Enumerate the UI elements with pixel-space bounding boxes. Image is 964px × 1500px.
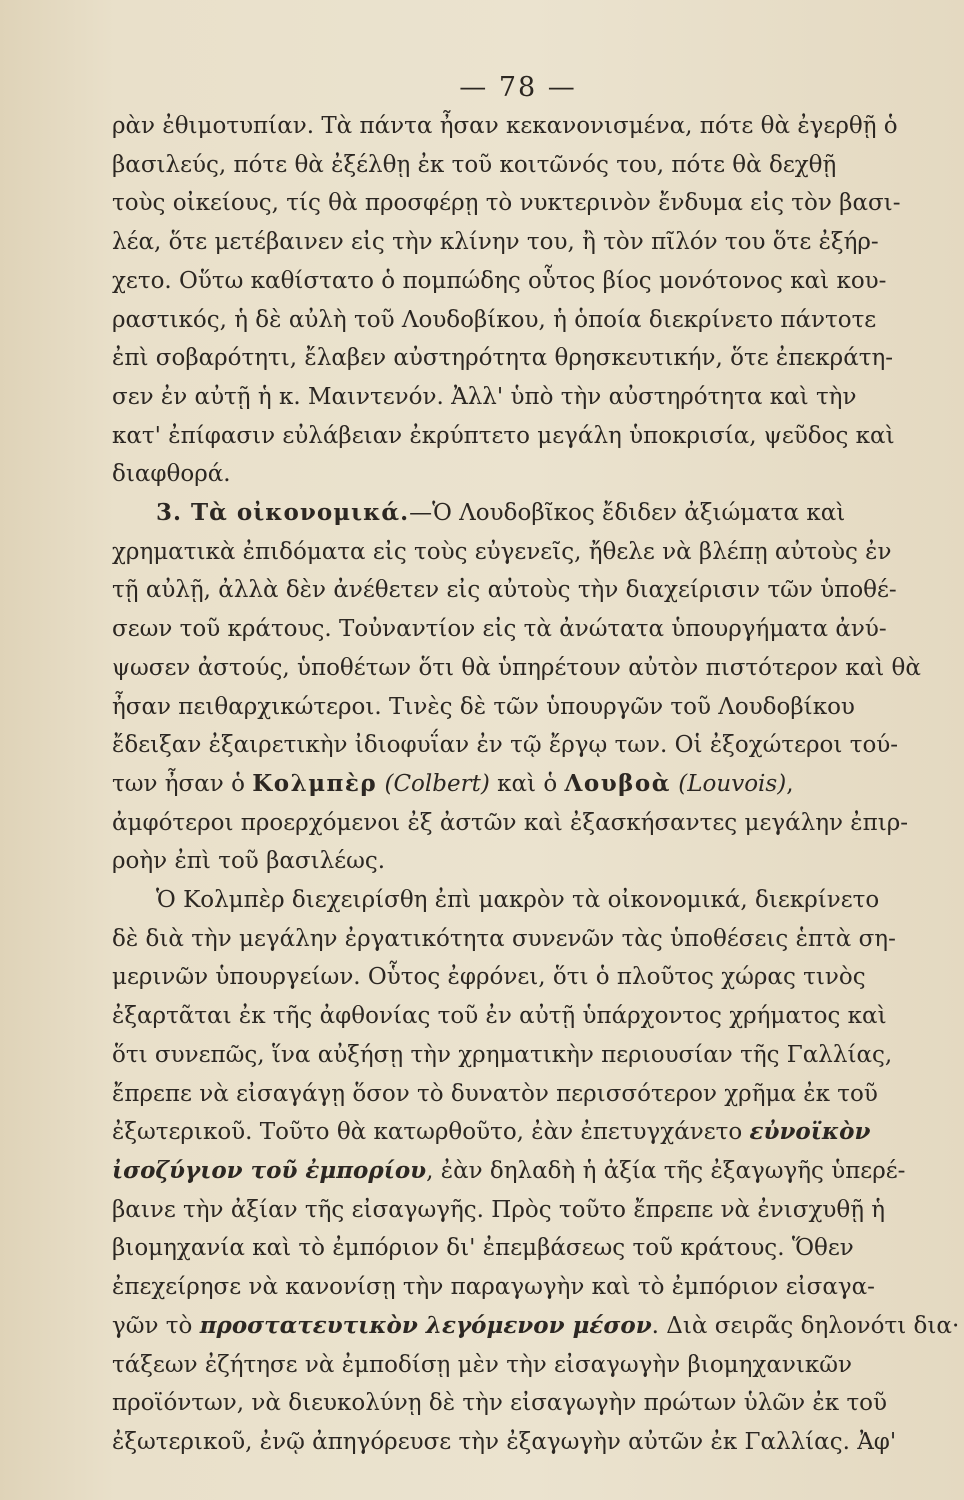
text-line: τῇ αὐλῇ, ἀλλὰ δὲν ἀνέθετεν εἰς αὐτοὺς τὴν διαχείρισιν τῶν ὑποθέ- [112, 577, 897, 604]
names-line [112, 765, 894, 804]
paragraph-court-life [112, 107, 901, 494]
text-line: ραστικός, ἡ δὲ αὐλὴ τοῦ Λουδοβίκου, ἡ ὁποία διεκρίνετο πάντοτε [112, 306, 877, 333]
text-line: ροὴν ἐπὶ τοῦ βασιλέως. [112, 848, 386, 875]
text-line: προϊόντων, νὰ διευκολύνῃ δὲ τὴν εἰσαγωγὴν πρώτων ὑλῶν ἐκ τοῦ [112, 1390, 887, 1417]
text-fragment: , ἐὰν δηλαδὴ ἡ ἀξία τῆς ἐξαγωγῆς ὑπερέ- [426, 1157, 906, 1184]
text-line: βιομηχανία καὶ τὸ ἐμπόριον δι' ἐπεμβάσεως τοῦ κράτους. Ὅθεν [112, 1235, 854, 1262]
emphasis-term: προστατευτικὸν λεγόμενον μέσον [199, 1311, 652, 1339]
text-fragment: . Διὰ σειρᾶς δηλονότι δια· [651, 1312, 960, 1339]
text-line: τάξεων ἐζήτησε νὰ ἐμποδίσῃ μὲν τὴν εἰσαγωγὴν βιομηχανικῶν [112, 1351, 852, 1378]
text-line: ἐπεχείρησε νὰ κανονίσῃ τὴν παραγωγὴν καὶ τὸ ἐμπόριον εἰσαγα- [112, 1274, 875, 1301]
text-line: ἐπὶ σοβαρότητι, ἔλαβεν αὐστηρότητα θρησκευτικήν, ὅτε ἐπεκράτη- [112, 345, 894, 372]
text-fragment: καὶ ὁ [489, 770, 565, 797]
text-line: δὲ διὰ τὴν μεγάλην ἐργατικότητα συνενῶν τὰς ὑποθέσεις ἑπτὰ ση- [112, 925, 896, 952]
text-line: βασιλεύς, πότε θὰ ἐξέλθῃ ἐκ τοῦ κοιτῶνός του, πότε θὰ δεχθῇ [112, 151, 837, 178]
mixed-line [112, 1152, 906, 1191]
text-fragment: , [786, 770, 794, 797]
page-number: — 78 — [459, 72, 577, 103]
text-line: ὅτι συνεπῶς, ἵνα αὐξήσῃ τὴν χρηματικὴν περιουσίαν τῆς Γαλλίας, [112, 1041, 893, 1068]
text-fragment: —Ὁ Λουδοβῖκος ἔδιδεν ἀξιώματα καὶ [409, 500, 846, 527]
section-heading-line [112, 494, 894, 533]
emphasis-term: εὐνοϊκὸν [749, 1118, 871, 1146]
text-fragment: ἐξωτερικοῦ. Τοῦτο θὰ κατωρθοῦτο, ἐὰν ἐπετυγχάνετο [112, 1119, 750, 1146]
text-line: κατ' ἐπίφασιν εὐλάβειαν ἐκρύπτετο μεγάλη ὑποκρισία, ψεῦδος καὶ [112, 422, 895, 449]
emphasis-term: ἰσοζύγιον τοῦ ἐμπορίου [112, 1156, 427, 1184]
text-line: ρὰν ἐθιμοτυπίαν. Τὰ πάντα ἦσαν κεκανονισμένα, πότε θὰ ἐγερθῇ ὁ [112, 113, 898, 139]
mixed-line [112, 1307, 960, 1346]
text-line: σεων τοῦ κράτους. Τοὐναντίον εἰς τὰ ἀνώτατα ὑπουργήματα ἀνύ- [112, 616, 887, 643]
latin-louvois: (Louvois) [678, 770, 787, 797]
text-line: ψωσεν ἀστούς, ὑποθέτων ὅτι θὰ ὑπηρέτουν αὐτὸν πιστότερον καὶ θὰ [112, 654, 921, 681]
text-line: ἐξαρτᾶται ἐκ τῆς ἀφθονίας τοῦ ἐν αὐτῇ ὑπάρχοντος χρήματος καὶ [112, 1003, 887, 1030]
text-line: ἦσαν πειθαρχικώτεροι. Τινὲς δὲ τῶν ὑπουργῶν τοῦ Λουδοβίκου [112, 693, 855, 720]
name-colbert: Κολμπὲρ [252, 769, 378, 797]
text-line: ἀμφότεροι προερχόμενοι ἐξ ἀστῶν καὶ ἐξασκήσαντες μεγάλην ἐπιρ- [112, 809, 909, 836]
text-line: ἔδειξαν ἐξαιρετικὴν ἰδιοφυΐαν ἐν τῷ ἔργῳ των. Οἱ ἐξοχώτεροι τού- [112, 732, 899, 759]
text-line: ἐξωτερικοῦ, ἐνῷ ἀπηγόρευσε τὴν ἐξαγωγὴν αὐτῶν ἐκ Γαλλίας. Ἀφ' [112, 1428, 897, 1455]
text-line: βαινε τὴν ἀξίαν τῆς εἰσαγωγῆς. Πρὸς τοῦτο ἔπρεπε νὰ ἐνισχυθῇ ἡ [112, 1196, 886, 1223]
text-fragment: των ἦσαν ὁ [112, 770, 253, 797]
paragraph-colbert [112, 881, 960, 1462]
text-line: χετο. Οὕτω καθίστατο ὁ πομπώδης οὗτος βίος μονότονος καὶ κου- [112, 267, 887, 294]
name-louvois: Λουβοὰ [564, 769, 671, 797]
text-line: μερινῶν ὑπουργείων. Οὗτος ἐφρόνει, ὅτι ὁ πλοῦτος χώρας τινὸς [112, 964, 866, 991]
latin-colbert: (Colbert) [384, 770, 490, 797]
text-line: ἔπρεπε νὰ εἰσαγάγῃ ὅσον τὸ δυνατὸν περισσότερον χρῆμα ἐκ τοῦ [112, 1080, 878, 1107]
paragraph-finances [112, 494, 921, 881]
text-line: Ὁ Κολμπὲρ διεχειρίσθη ἐπὶ μακρὸν τὰ οἰκονομικά, διεκρίνετο [156, 887, 880, 914]
text-line: σεν ἐν αὐτῇ ἡ κ. Μαιντενόν. Ἀλλ' ὑπὸ τὴν αὐστηρότητα καὶ τὴν [112, 383, 857, 410]
text-line: τοὺς οἰκείους, τίς θὰ προσφέρῃ τὸ νυκτερινὸν ἔνδυμα εἰς τὸν βασι- [112, 190, 901, 217]
body-text [112, 107, 960, 1462]
mixed-line [112, 1113, 894, 1152]
text-line: χρηματικὰ ἐπιδόματα εἰς τοὺς εὐγενεῖς, ἤθελε νὰ βλέπῃ αὐτοὺς ἐν [112, 538, 892, 565]
section-heading: 3. Τὰ οἰκονομικά. [156, 499, 410, 527]
text-fragment: γῶν τὸ [112, 1312, 200, 1339]
text-line: λέα, ὅτε μετέβαινεν εἰς τὴν κλίνην του, ἢ τὸν πῖλόν του ὅτε ἐξήρ- [112, 229, 879, 256]
text-line: διαφθορά. [112, 461, 231, 488]
